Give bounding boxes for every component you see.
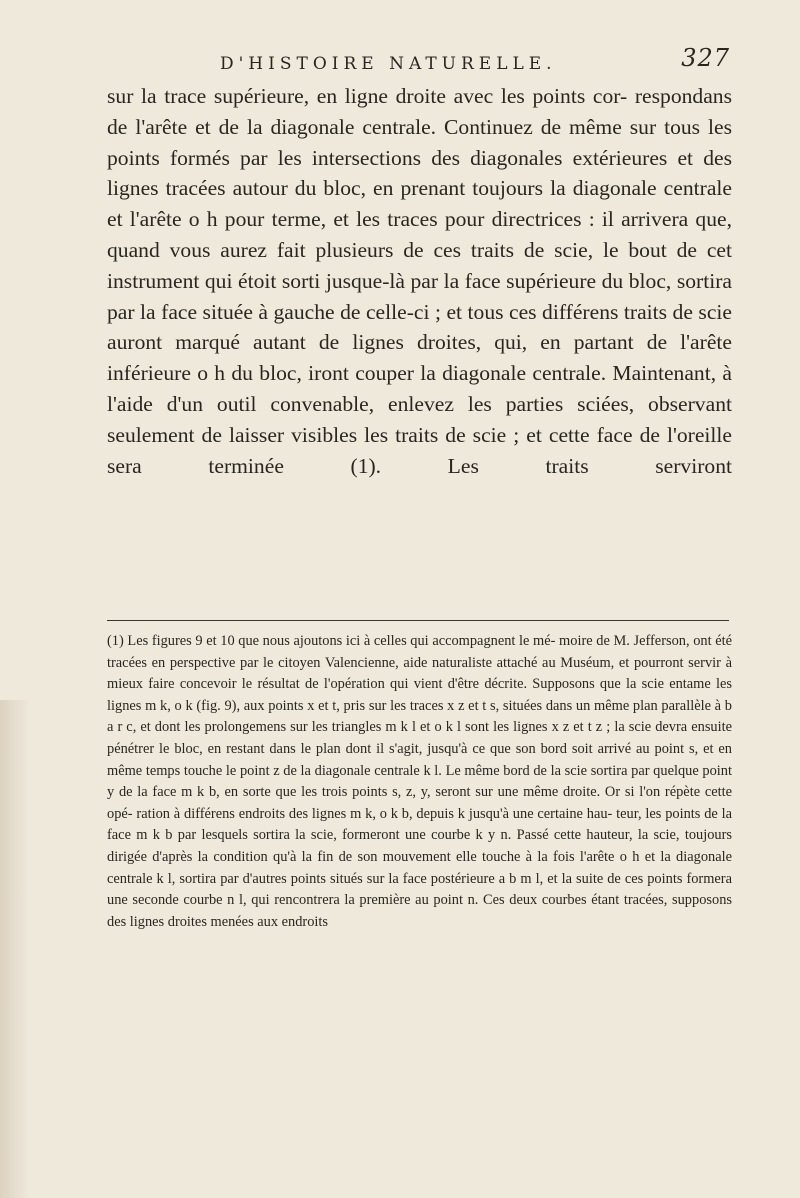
footnote-separator xyxy=(107,620,729,621)
running-title: D'HISTOIRE NATURELLE. xyxy=(220,54,557,74)
page-header xyxy=(160,44,730,80)
page-edge-shadow xyxy=(0,700,30,1198)
page-number: 327 xyxy=(681,44,730,72)
body-paragraph: sur la trace supérieure, en ligne droite avec les points cor- respondans de l'arête et de la diagonale centrale. Continuez de même sur tous les points formés par les intersections des diagonales extérieures et des lignes tracées autour du bloc, en prenant toujours la diagonale centrale et l'arête o h pour terme, et les traces pour directrices : il arrivera que, quand vous aurez fait plusieurs de ces traits de scie, le bout de cet instrument qui étoit sorti jusque-là par la face supérieure du bloc, sortira par la face située à gauche de celle-ci ; et tous ces différens traits de scie auront marqué autant de lignes droites, qui, en partant de l'arête inférieure o h du bloc, iront couper la diagonale centrale. Maintenant, à l'aide d'un outil convenable, enlevez les parties sciées, observant seulement de laisser visibles les traits de scie ; et cette face de l'oreille sera terminée (1). Les traits serviront xyxy=(107,84,732,478)
footnote: (1) Les figures 9 et 10 que nous ajoutons ici à celles qui accompagnent le mé- moire de M. Jefferson, ont été tracées en perspective par le citoyen Valencienne, aide naturaliste attaché au Muséum, et pourront servir à mieux faire concevoir le résultat de l'opération qui vient d'être décrite. Supposons que la scie entame les lignes m k, o k (fig. 9), aux points x et t, pris sur les traces x z et t s, situées dans un même plan parallèle à b a r c, et dont les prolongemens sur les triangles m k l et o k l sont les lignes x z et t z ; la scie devra ensuite pénétrer le bloc, en restant dans le plan dont il s'agit, jusqu'à ce que son bord soit arrivé au point s, et en même temps touche le point z de la diagonale centrale k l. Le même bord de la scie sortira par quelque point y de la face m k b, en sorte que les trois points s, z, y, seront sur une même droite. Or si l'on répète cette opé- ration à différens endroits des lignes m k, o k b, depuis k jusqu'à une certaine hau- teur, les points de la face m k b par lesquels sortira la scie, formeront une courbe k y n. Passé cette hauteur, la scie, toujours dirigée d'après la condition qu'à la fin de son mouvement elle touche à la fois l'arête o h et la diagonale centrale k l, sortira par d'autres points situés sur la face postérieure a b m l, et la suite de ces points formera une seconde courbe n l, qui rencontrera la première au point n. Ces deux courbes étant tracées, supposons des lignes droites menées aux endroits xyxy=(107,633,732,930)
